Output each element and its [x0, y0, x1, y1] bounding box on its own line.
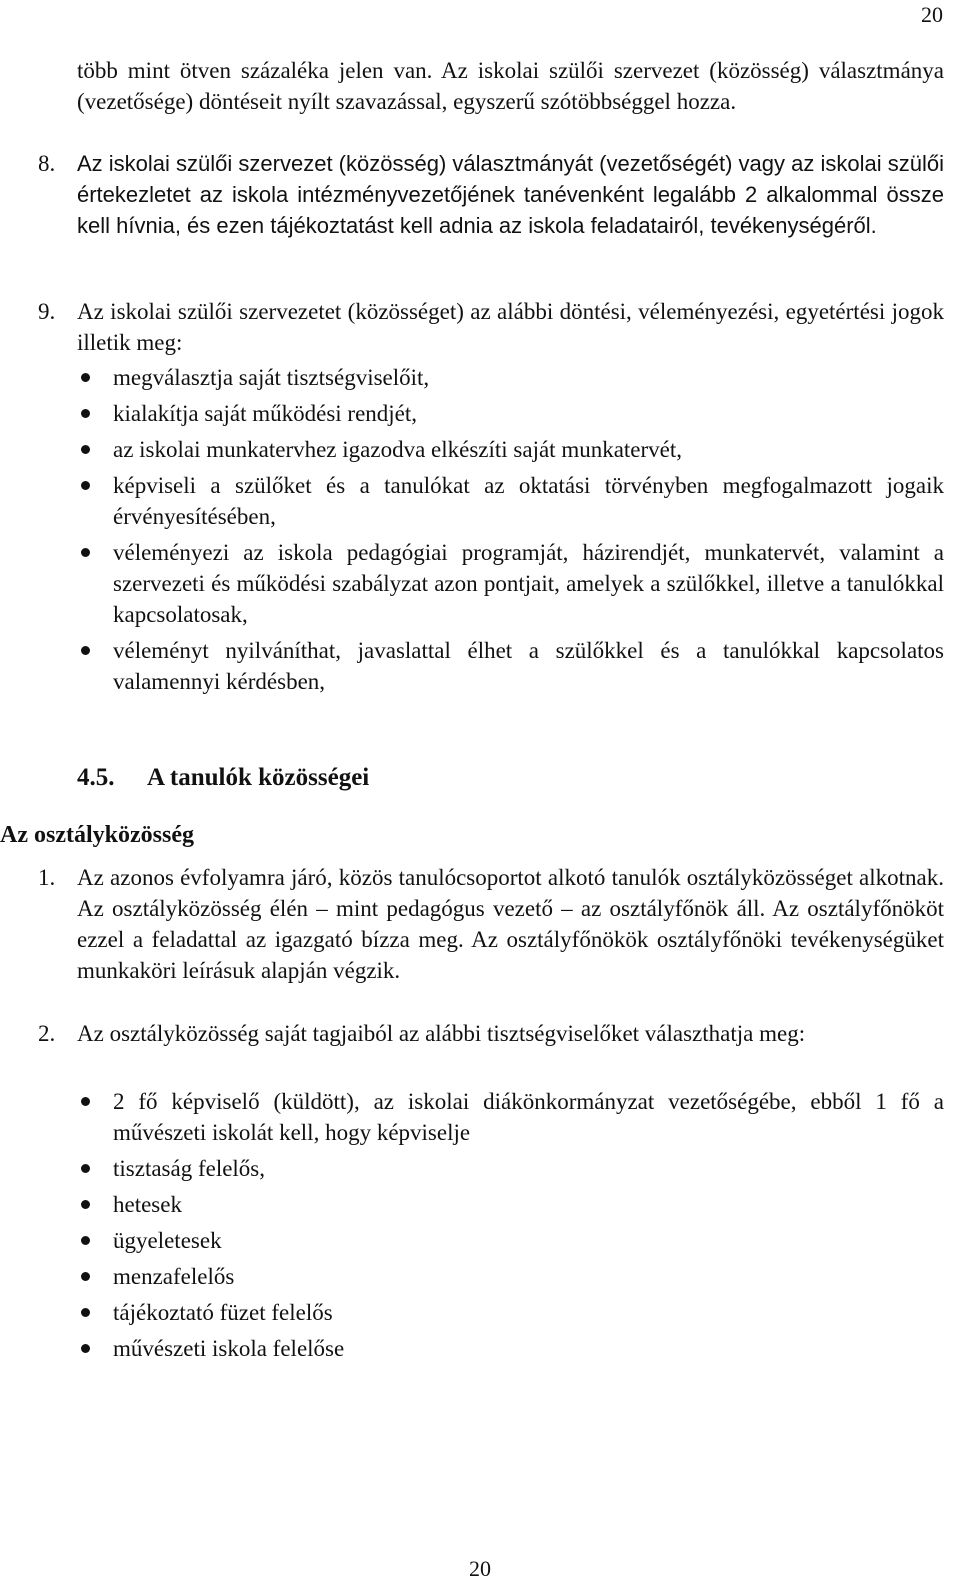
- bullet-icon: [81, 409, 90, 418]
- item-text: Az iskolai szülői szervezetet (közösséget) az alábbi döntési, véleményezési, egyetértési jogok illetik meg:: [77, 299, 944, 355]
- bullet-icon: [81, 1272, 90, 1281]
- page-number-bottom: 20: [469, 1556, 491, 1581]
- numbered-item-9: [38, 296, 944, 358]
- list-item: 2 fő képviselő (küldött), az iskolai diákönkormányzat vezetőségébe, ebből 1 fő a művészeti iskolát kell, hogy képviselje: [77, 1086, 944, 1148]
- list-item: menzafelelős: [77, 1261, 944, 1292]
- section-heading: [77, 764, 369, 792]
- list-item: véleményezi az iskola pedagógiai programját, házirendjét, munkatervét, valamint a szervezeti és működési szabályzat azon pontjait, amelyek a szülőkkel, illetve a tanulókkal kapcsolatosak,: [77, 537, 944, 630]
- section-title: A tanulók közösségei: [147, 764, 370, 791]
- bullet-icon: [81, 373, 90, 382]
- bullet-icon: [81, 1308, 90, 1317]
- item-number: 8.: [38, 151, 56, 176]
- list-item: tájékoztató füzet felelős: [77, 1297, 944, 1328]
- item-number: 1.: [38, 865, 56, 890]
- page-number-top: 20: [921, 2, 943, 27]
- list-item: hetesek: [77, 1189, 944, 1220]
- intro-text: több mint ötven százaléka jelen van. Az iskolai szülői szervezet (közösség) választmánya (vezetősége) döntéseit nyílt szavazással, egyszerű szótöbbséggel hozza.: [77, 58, 944, 114]
- item-text: Az osztályközösség saját tagjaiból az alábbi tisztségviselőket választhatja meg:: [77, 1021, 806, 1046]
- list-item: az iskolai munkatervhez igazodva elkészíti saját munkatervét,: [77, 434, 944, 465]
- class-item-2-bullet-list: [77, 1086, 944, 1369]
- bullet-icon: [81, 548, 90, 557]
- bullet-icon: [81, 1097, 90, 1106]
- bullet-icon: [81, 1344, 90, 1353]
- subheading: Az osztályközösség: [0, 822, 194, 848]
- bullet-icon: [81, 646, 90, 655]
- item-number: 2.: [38, 1021, 56, 1046]
- item-text: Az iskolai szülői szervezet (közösség) választmányát (vezetőségét) vagy az iskolai szülői értekezletet az iskola intézményvezetőjének tanévenként legalább 2 alkalommal össze kell hívnia, és ezen tájékoztatást kell adnia az iskola feladatairól, tevékenységéről.: [77, 151, 944, 238]
- numbered-item-8: [38, 148, 944, 241]
- item-9-bullet-list: [77, 362, 944, 702]
- list-item: művészeti iskola felelőse: [77, 1333, 944, 1364]
- bullet-icon: [81, 445, 90, 454]
- bullet-icon: [81, 481, 90, 490]
- bullet-icon: [81, 1236, 90, 1245]
- bullet-icon: [81, 1200, 90, 1209]
- list-item: véleményt nyilváníthat, javaslattal élhet a szülőkkel és a tanulókkal kapcsolatos valamennyi kérdésben,: [77, 635, 944, 697]
- list-item: képviseli a szülőket és a tanulókat az oktatási törvényben megfogalmazott jogaik érvényesítésében,: [77, 470, 944, 532]
- class-numbered-item-1: [38, 862, 944, 986]
- list-item: kialakítja saját működési rendjét,: [77, 398, 944, 429]
- section-number: 4.5.: [77, 764, 115, 791]
- intro-paragraph: [77, 55, 944, 117]
- list-item: megválasztja saját tisztségviselőit,: [77, 362, 944, 393]
- list-item: tisztaság felelős,: [77, 1153, 944, 1184]
- item-text: Az azonos évfolyamra járó, közös tanulócsoportot alkotó tanulók osztályközösséget alkotnak. Az osztályközösség élén – mint pedagógus vezető – az osztályfőnök áll. Az osztályfőnököt ezzel a feladattal az igazgató bízza meg. Az osztályfőnökök osztályfőnöki tevékenységüket munkaköri leírásuk alapján végzik.: [77, 865, 944, 983]
- list-item: ügyeletesek: [77, 1225, 944, 1256]
- item-number: 9.: [38, 299, 56, 324]
- bullet-icon: [81, 1164, 90, 1173]
- class-numbered-item-2: [38, 1018, 944, 1049]
